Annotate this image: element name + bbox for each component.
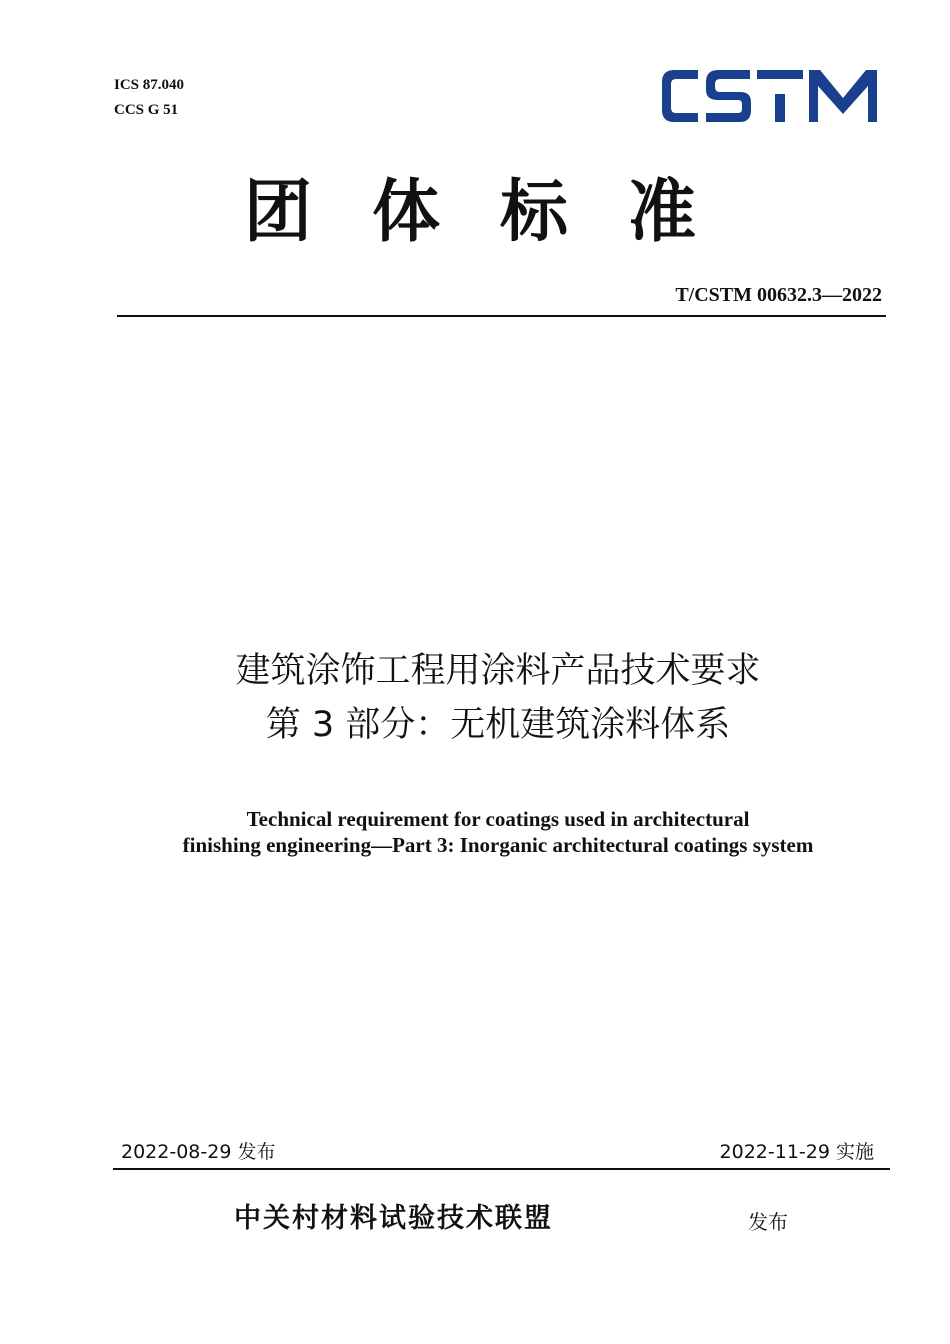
cstm-logo: [658, 64, 880, 128]
english-title: [0, 806, 950, 858]
standard-type-heading: 团体标准: [243, 173, 756, 252]
english-title-line-2: finishing engineering—Part 3: Inorganic architectural coatings system: [182, 833, 814, 857]
publish-label: 发布: [748, 1210, 788, 1234]
chinese-title-line-2: 第 3 部分：无机建筑涂料体系: [265, 705, 731, 745]
publish-date: 2022-08-29 发布: [121, 1141, 276, 1163]
chinese-title: [0, 644, 950, 752]
classification-codes: [114, 73, 184, 123]
chinese-title-line-1: 建筑涂饰工程用涂料产品技术要求: [235, 651, 761, 691]
standard-code: T/CSTM 00632.3—2022: [675, 284, 882, 306]
bottom-divider: [113, 1168, 890, 1170]
ccs-code: CCS G 51: [114, 102, 179, 118]
publisher-name: 中关村材料试验技术联盟: [234, 1203, 553, 1234]
top-divider: [117, 315, 886, 317]
ics-code: ICS 87.040: [114, 77, 185, 93]
implementation-date: 2022-11-29 实施: [719, 1141, 874, 1163]
english-title-line-1: Technical requirement for coatings used in architectural: [246, 807, 750, 831]
